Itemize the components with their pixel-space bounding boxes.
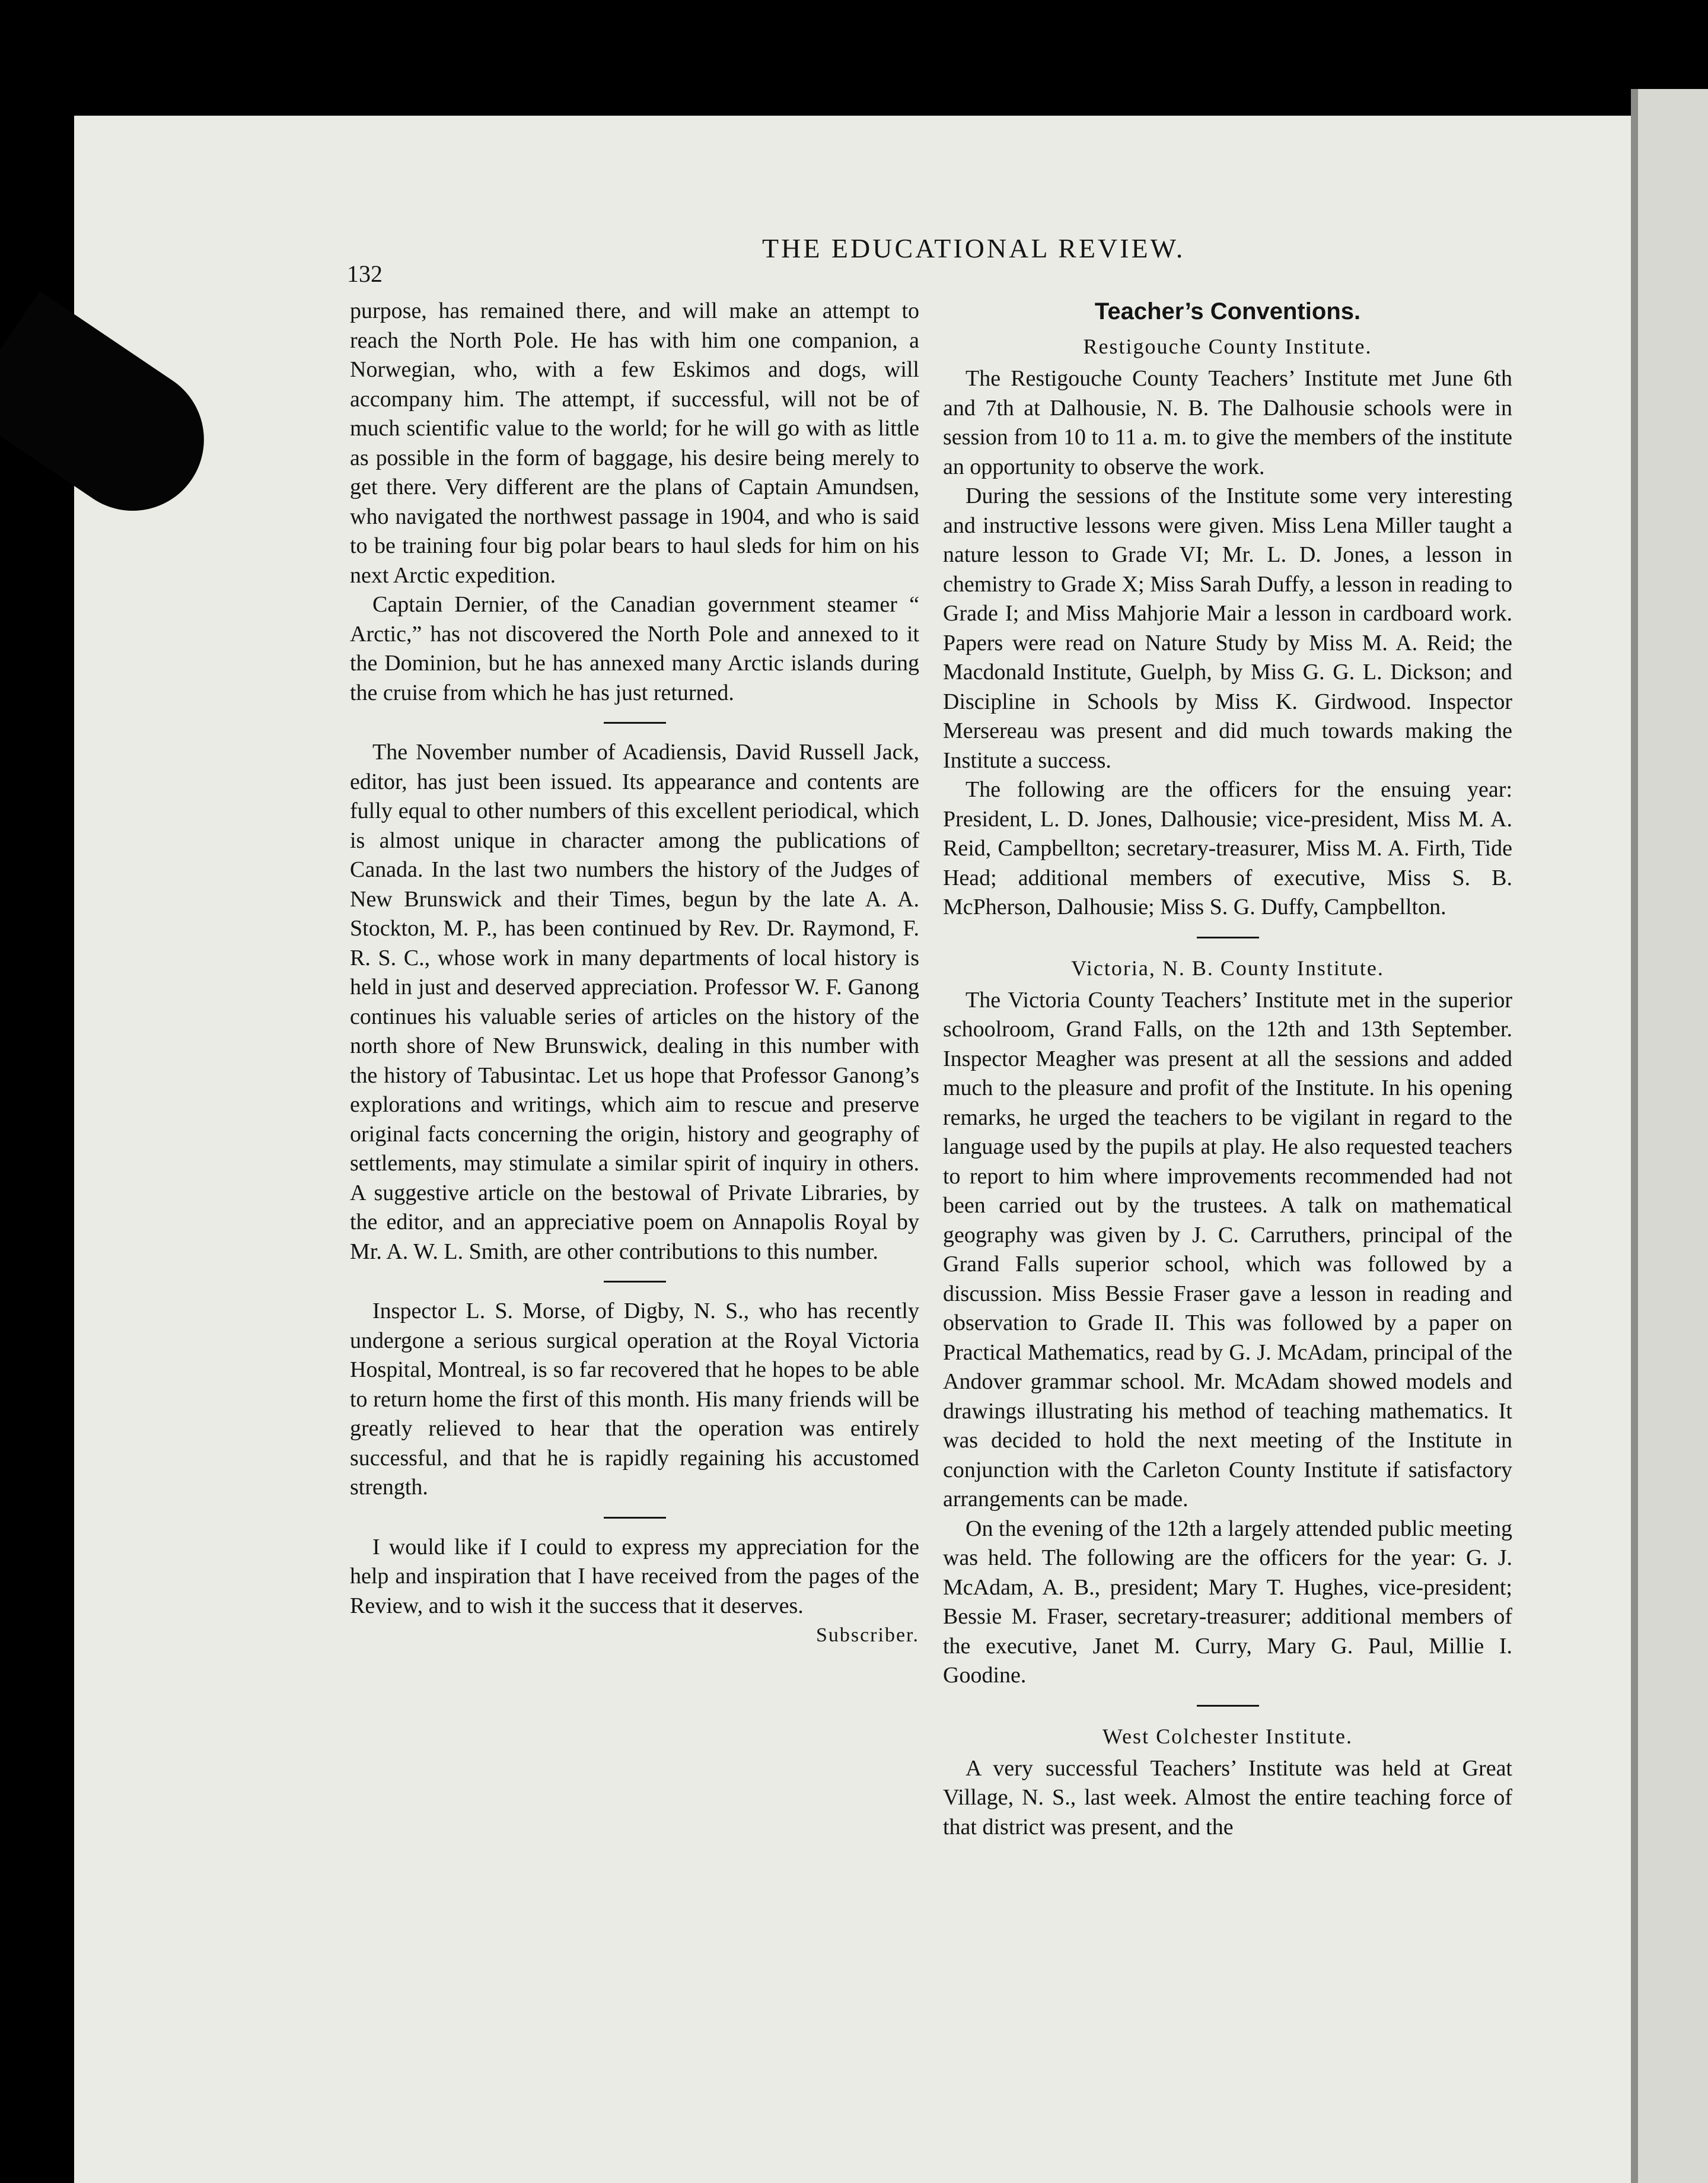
arctic-paragraph-1: purpose, has remained there, and will make an attempt to reach the North Pole. He has with him one companion, a Norwegian, who, with a few Eskimos and dogs, will accompany him. The attempt, if successful, will not be of much scientific value to the world; for he will go with as little as possible in the form of baggage, his desire being merely to get there. Very different are the plans of Captain Amundsen, who navigated the northwest passage in 1904, and who is said to be training four big polar bears to haul sleds for him on his next Arctic expedition. <box>350 298 919 588</box>
section-rule <box>1197 1705 1259 1707</box>
running-head: THE EDUCATIONAL REVIEW. <box>762 233 1186 263</box>
acadiensis-paragraph: The November number of Acadiensis, David Russell Jack, editor, has just been issued. Its appearance and contents are fully equal to other numbers of this excellent periodical, which is almost unique in character among the publications of Canada. In the last two numbers the history of the Judges of New Brunswick and their Times, begun by the late A. A. Stockton, M. P., has been continued by Rev. Dr. Raymond, F. R. S. C., whose work in many departments of local history is held in just and deserved appreciation. Professor W. F. Ganong continues his valuable series of articles on the history of the north shore of New Brunswick, dealing in this number with the history of Tabusintac. Let us hope that Professor Ganong’s explorations and writings, which aim to rescue and preserve original facts concerning the origin, history and geography of settlements, may stimulate a similar spirit of inquiry in others. A suggestive article on the bestowal of Private Libraries, by the editor, and an appreciative poem on Annapolis Royal by Mr. A. W. L. Smith, are other contributions to this number. <box>350 740 919 1264</box>
page-number: 132 <box>347 260 383 287</box>
restigouche-paragraph-3: The following are the officers for the ensuing year: President, L. D. Jones, Dalhousie; vice-president, Miss M. A. Reid, Campbellton; secretary-treasurer, Miss M. A. Firth, Tide Head; additional members of executive, Miss S. B. McPherson, Dalhousie; Miss S. G. Duffy, Campbellton. <box>943 777 1512 919</box>
victoria-paragraph-2: On the evening of the 12th a largely attended public meeting was held. The following are the officers for the year: G. J. McAdam, A. B., president; Mary T. Hughes, vice-president; Bessie M. Fraser, secretary-treasurer; additional members of the executive, Janet M. Curry, Mary G. Paul, Millie I. Goodine. <box>943 1516 1512 1688</box>
west-colchester-paragraph-1: A very successful Teachers’ Institute was held at Great Village, N. S., last week. Almost the entire teaching force of that district was present, and the <box>943 1755 1512 1840</box>
arctic-paragraph-2: Captain Dernier, of the Canadian government steamer “ Arctic,” has not discovered the North Pole and annexed to it the Dominion, but he has annexed many Arctic islands during the cruise from which he has just returned. <box>350 592 919 705</box>
section-rule <box>604 1517 666 1519</box>
facing-page-edge <box>1631 89 1708 2183</box>
restigouche-paragraph-1: The Restigouche County Teachers’ Institute met June 6th and 7th at Dalhousie, N. B. The Dalhousie schools were in session from 10 to 11 a. m. to give the members of the institute an opportunity to observe the work. <box>943 366 1512 479</box>
morse-paragraph: Inspector L. S. Morse, of Digby, N. S., who has recently undergone a serious surgical operation at the Royal Victoria Hospital, Montreal, is so far recovered that he hopes to be able to return home the first of this month. His many friends will be greatly relieved to hear that the operation was entirely successful, and that he is rapidly regaining his accustomed strength. <box>350 1299 919 1500</box>
west-colchester-heading: West Colchester Institute. <box>1102 1724 1353 1748</box>
victoria-heading: Victoria, N. B. County Institute. <box>1071 956 1384 980</box>
conventions-title: Teacher’s Conventions. <box>1094 298 1361 324</box>
signature-line <box>350 1621 919 1650</box>
restigouche-paragraph-2: During the sessions of the Institute some very interesting and instructive lessons were given. Miss Lena Miller taught a nature lesson to Grade VI; Mr. L. D. Jones, a lesson in chemistry to Grade X; Miss Sarah Duffy, a lesson in reading to Grade I; and Miss Mahjorie Mair a lesson in cardboard work. Papers were read on Nature Study by Miss M. A. Reid; the Macdonald Institute, Guelph, by Miss G. G. L. Dickson; and Discipline in Schools by Miss K. Girdwood. Inspector Mersereau was present and did much towards making the Institute a success. <box>943 483 1512 773</box>
left-column <box>350 297 919 1650</box>
restigouche-heading: Restigouche County Institute. <box>1083 335 1372 358</box>
victoria-paragraph-1: The Victoria County Teachers’ Institute met in the superior schoolroom, Grand Falls, on the 12th and 13th September. Inspector Meagher was present at all the sessions and added much to the pleasure and profit of the Institute. In his opening remarks, he urged the teachers to be vigilant in regard to the language used by the pupils at play. He also requested teachers to report to him where improvements recommended had not been carried out by the trustees. A talk on mathematical geography was given by J. C. Carruthers, principal of the Grand Falls superior school, which was followed by a discussion. Miss Bessie Fraser gave a lesson in reading and observation to Grade II. This was followed by a paper on Practical Mathematics, read by G. J. McAdam, principal of the Andover grammar school. Mr. McAdam showed models and drawings illustrating his method of teaching mathematics. It was decided to hold the next meeting of the Institute in conjunction with the Carleton County Institute if satisfactory arrangements can be made. <box>943 987 1512 1511</box>
stray-mark <box>203 2039 211 2048</box>
section-rule <box>604 722 666 724</box>
subscriber-paragraph: I would like if I could to express my appreciation for the help and inspiration that I have received from the pages of the Review, and to wish it the success that it deserves. <box>350 1534 919 1618</box>
section-rule <box>1197 937 1259 938</box>
subscriber-signature: Subscriber. <box>815 1624 919 1646</box>
section-rule <box>604 1281 666 1283</box>
right-column <box>943 297 1512 1842</box>
